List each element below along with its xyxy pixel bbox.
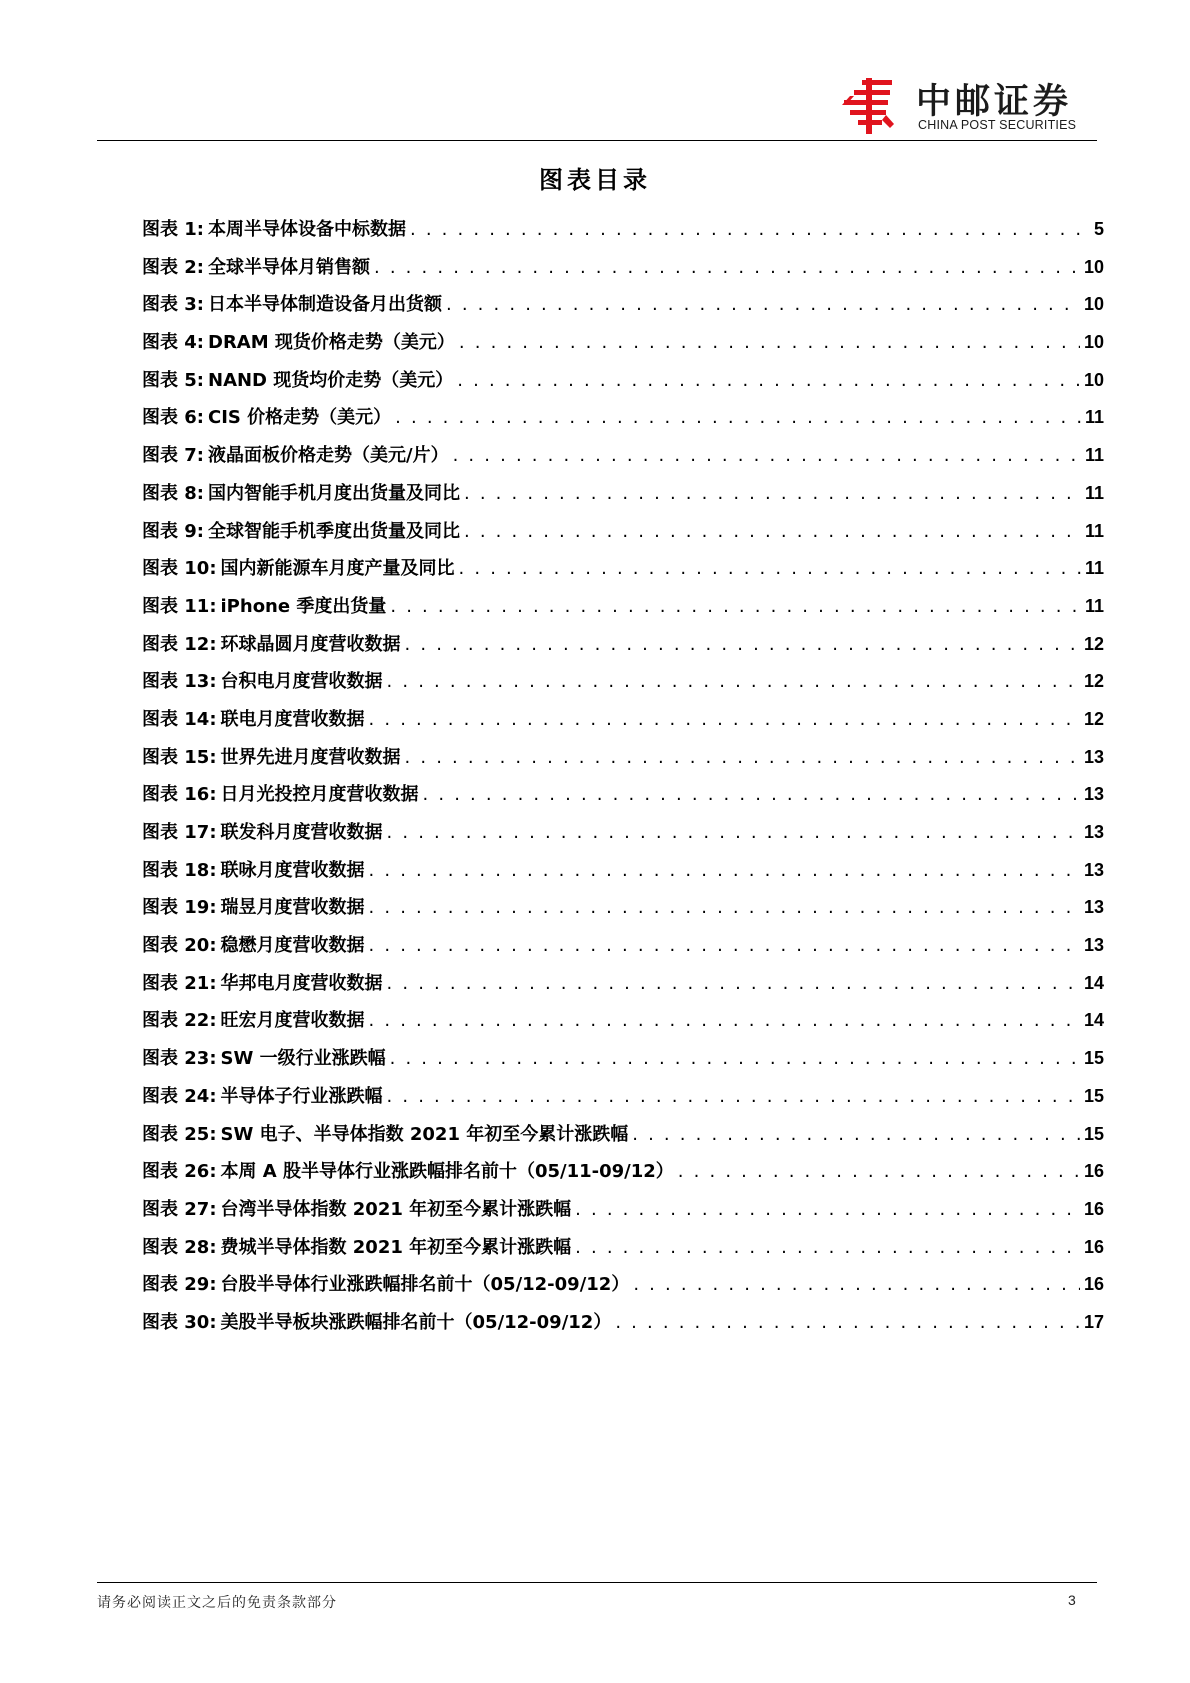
toc-dot-leader (369, 860, 1080, 881)
toc-dot-leader (632, 1124, 1080, 1145)
china-post-logo-icon (840, 76, 900, 136)
toc-entry-page: 11 (1084, 520, 1104, 541)
toc-dot-leader (464, 521, 1081, 542)
toc-entry-page: 15 (1083, 1085, 1104, 1106)
toc-entry[interactable] (142, 1270, 1104, 1308)
toc-entry-title: iPhone 季度出货量 (220, 595, 387, 617)
toc-entry[interactable] (142, 517, 1104, 555)
toc-entry-title: 全球智能手机季度出货量及同比 (208, 520, 460, 542)
toc-entry-page: 11 (1084, 407, 1104, 428)
toc-dot-leader (575, 1199, 1080, 1220)
toc-entry-title: 旺宏月度营收数据 (220, 1010, 365, 1032)
toc-entry-number: 图表 22: (142, 1010, 217, 1032)
toc-dot-leader (405, 634, 1080, 655)
toc-entry-number: 图表 11: (142, 595, 217, 617)
toc-entry-page: 10 (1083, 294, 1104, 315)
toc-entry-page: 11 (1084, 558, 1104, 579)
toc-entry-title: 联咏月度营收数据 (220, 859, 365, 881)
toc-entry-number: 图表 28: (142, 1236, 217, 1258)
brand-name-en: CHINA POST SECURITIES (918, 118, 1077, 132)
toc-entry-title: 华邦电月度营收数据 (220, 972, 383, 994)
toc-entry-number: 图表 29: (142, 1274, 217, 1296)
toc-entry-title: 半导体子行业涨跌幅 (220, 1085, 383, 1107)
toc-entry-number: 图表 12: (142, 633, 217, 655)
brand-name-cn: 中邮证券 (916, 82, 1073, 122)
toc-heading: 图表目录 (539, 166, 651, 194)
toc-entry-title: 国内新能源车月度产量及同比 (220, 558, 455, 580)
toc-dot-leader (369, 897, 1080, 918)
toc-entry[interactable] (142, 479, 1104, 517)
toc-entry-page: 16 (1083, 1161, 1104, 1182)
toc-entry-page: 13 (1083, 746, 1104, 767)
toc-entry-page: 14 (1083, 1010, 1104, 1031)
toc-entry[interactable] (142, 328, 1104, 366)
toc-entry[interactable] (142, 818, 1104, 856)
toc-dot-leader (395, 407, 1081, 428)
toc-entry-number: 图表 9: (142, 520, 204, 542)
toc-entry-title: SW 电子、半导体指数 2021 年初至今累计涨跌幅 (220, 1123, 629, 1145)
toc-entry-number: 图表 1: (142, 219, 204, 240)
toc-dot-leader (464, 483, 1081, 504)
toc-entry[interactable] (142, 1006, 1104, 1044)
toc-entry[interactable] (142, 290, 1104, 328)
page-header (0, 0, 1190, 140)
toc-entry-number: 图表 26: (142, 1161, 217, 1183)
toc-entry-title: DRAM 现货价格走势（美元） (208, 332, 455, 354)
toc-entry-page: 10 (1083, 332, 1104, 353)
toc-entry[interactable] (142, 667, 1104, 705)
toc-dot-leader (446, 294, 1080, 315)
toc-entry-number: 图表 30: (142, 1311, 217, 1333)
toc-entry-number: 图表 5: (142, 369, 204, 391)
toc-entry-title: 环球晶圆月度营收数据 (220, 633, 401, 655)
toc-entry-page: 5 (1093, 219, 1104, 239)
toc-entry[interactable] (142, 1233, 1104, 1271)
toc-entry[interactable] (142, 592, 1104, 630)
toc-entry[interactable] (142, 1157, 1104, 1195)
toc-entry[interactable] (142, 1044, 1104, 1082)
toc-entry-title: 液晶面板价格走势（美元/片） (208, 445, 449, 467)
toc-entry-page: 17 (1083, 1311, 1104, 1332)
toc-entry-page: 14 (1083, 972, 1104, 993)
toc-entry-number: 图表 7: (142, 445, 204, 467)
toc-entry-title: SW 一级行业涨跌幅 (220, 1048, 386, 1070)
toc-entry-number: 图表 14: (142, 708, 217, 730)
toc-entry-page: 13 (1083, 897, 1104, 918)
toc-entry-number: 图表 16: (142, 784, 217, 806)
toc-entry-page: 16 (1083, 1236, 1104, 1257)
table-of-figures (142, 215, 1104, 1346)
toc-entry[interactable] (142, 253, 1104, 291)
toc-entry-page: 13 (1083, 784, 1104, 805)
toc-entry[interactable] (142, 1308, 1104, 1346)
toc-dot-leader (633, 1274, 1080, 1295)
toc-entry[interactable] (142, 630, 1104, 668)
toc-entry[interactable] (142, 969, 1104, 1007)
toc-dot-leader (453, 445, 1081, 466)
toc-entry-page: 12 (1083, 671, 1104, 692)
toc-entry-number: 图表 8: (142, 482, 204, 504)
toc-entry[interactable] (142, 1195, 1104, 1233)
toc-entry-number: 图表 2: (142, 256, 204, 278)
header-divider (97, 140, 1097, 141)
toc-entry-title: 国内智能手机月度出货量及同比 (208, 482, 460, 504)
toc-entry-number: 图表 24: (142, 1085, 217, 1107)
toc-entry-title: 台积电月度营收数据 (220, 671, 383, 693)
toc-entry[interactable] (142, 554, 1104, 592)
toc-entry-page: 16 (1083, 1198, 1104, 1219)
toc-entry-page: 11 (1084, 445, 1104, 466)
toc-entry-number: 图表 27: (142, 1198, 217, 1220)
toc-entry-title: 联电月度营收数据 (220, 708, 365, 730)
toc-dot-leader (369, 935, 1080, 956)
toc-dot-leader (387, 671, 1080, 692)
footer-disclaimer: 请务必阅读正文之后的免责条款部分 (97, 1595, 337, 1611)
toc-entry[interactable] (142, 215, 1104, 253)
toc-dot-leader (575, 1237, 1080, 1258)
toc-entry-number: 图表 23: (142, 1048, 217, 1070)
toc-dot-leader (387, 822, 1080, 843)
toc-dot-leader (390, 596, 1081, 617)
toc-entry-number: 图表 18: (142, 859, 217, 881)
toc-dot-leader (387, 1086, 1080, 1107)
toc-dot-leader (678, 1161, 1080, 1182)
toc-dot-leader (369, 709, 1080, 730)
toc-entry-title: 联发科月度营收数据 (220, 822, 383, 843)
toc-entry[interactable] (142, 931, 1104, 969)
toc-entry-page: 16 (1083, 1274, 1104, 1295)
toc-entry-number: 图表 4: (142, 332, 204, 354)
toc-entry-page: 13 (1083, 822, 1104, 842)
toc-entry-page: 11 (1084, 482, 1104, 503)
toc-entry-title: CIS 价格走势（美元） (208, 407, 392, 429)
toc-entry-title: 世界先进月度营收数据 (220, 746, 401, 768)
toc-dot-leader (457, 370, 1080, 391)
toc-entry-title: 本周 A 股半导体行业涨跌幅排名前十（05/11-09/12） (220, 1161, 674, 1183)
toc-entry-page: 12 (1083, 633, 1104, 654)
toc-entry-number: 图表 20: (142, 935, 217, 957)
toc-entry[interactable] (142, 743, 1104, 781)
toc-entry[interactable] (142, 893, 1104, 931)
toc-dot-leader (369, 1010, 1080, 1031)
toc-entry[interactable] (142, 856, 1104, 894)
toc-entry-title: 全球半导体月销售额 (208, 256, 370, 278)
toc-dot-leader (423, 784, 1080, 805)
brand-logo (840, 76, 1110, 136)
toc-dot-leader (390, 1048, 1080, 1069)
toc-entry-number: 图表 10: (142, 558, 217, 580)
toc-entry-number: 图表 25: (142, 1123, 217, 1145)
toc-entry-number: 图表 13: (142, 671, 217, 693)
toc-entry[interactable] (142, 441, 1104, 479)
toc-entry-title: 稳懋月度营收数据 (220, 935, 365, 957)
toc-entry-title: 日月光投控月度营收数据 (220, 784, 419, 806)
toc-dot-leader (459, 332, 1080, 353)
toc-entry-number: 图表 15: (142, 746, 217, 768)
toc-entry[interactable] (142, 1082, 1104, 1120)
toc-entry-title: NAND 现货均价走势（美元） (208, 369, 454, 391)
toc-entry-number: 图表 6: (142, 407, 204, 429)
toc-entry-number: 图表 3: (142, 294, 204, 316)
toc-entry-title: 费城半导体指数 2021 年初至今累计涨跌幅 (220, 1236, 572, 1258)
toc-entry-title: 台湾半导体指数 2021 年初至今累计涨跌幅 (220, 1198, 572, 1220)
toc-dot-leader (459, 558, 1081, 579)
toc-entry-page: 12 (1083, 708, 1104, 729)
toc-dot-leader (374, 257, 1080, 278)
toc-entry[interactable] (142, 403, 1104, 441)
toc-dot-leader (410, 219, 1090, 240)
toc-entry[interactable] (142, 366, 1104, 404)
toc-entry-page: 15 (1083, 1123, 1104, 1144)
toc-entry-title: 瑞昱月度营收数据 (220, 897, 365, 919)
toc-entry-page: 11 (1084, 595, 1104, 616)
toc-entry-page: 13 (1083, 859, 1104, 880)
toc-entry-page: 10 (1083, 369, 1104, 390)
footer-page-number: 3 (1068, 1592, 1076, 1608)
toc-entry-title: 日本半导体制造设备月出货额 (208, 294, 442, 316)
toc-entry-title: 台股半导体行业涨跌幅排名前十（05/12-09/12） (220, 1274, 630, 1296)
toc-entry-number: 图表 17: (142, 822, 217, 843)
toc-entry[interactable] (142, 1120, 1104, 1158)
toc-dot-leader (405, 747, 1080, 768)
toc-entry[interactable] (142, 780, 1104, 818)
toc-entry-number: 图表 19: (142, 897, 217, 919)
toc-entry-title: 本周半导体设备中标数据 (208, 219, 406, 240)
toc-entry-number: 图表 21: (142, 972, 217, 994)
toc-dot-leader (387, 973, 1080, 994)
toc-entry-page: 10 (1083, 256, 1104, 277)
footer-divider (97, 1582, 1097, 1583)
toc-dot-leader (615, 1312, 1080, 1333)
toc-entry-page: 15 (1083, 1048, 1104, 1069)
toc-entry-title: 美股半导板块涨跌幅排名前十（05/12-09/12） (220, 1311, 612, 1333)
toc-entry[interactable] (142, 705, 1104, 743)
toc-entry-page: 13 (1083, 935, 1104, 956)
